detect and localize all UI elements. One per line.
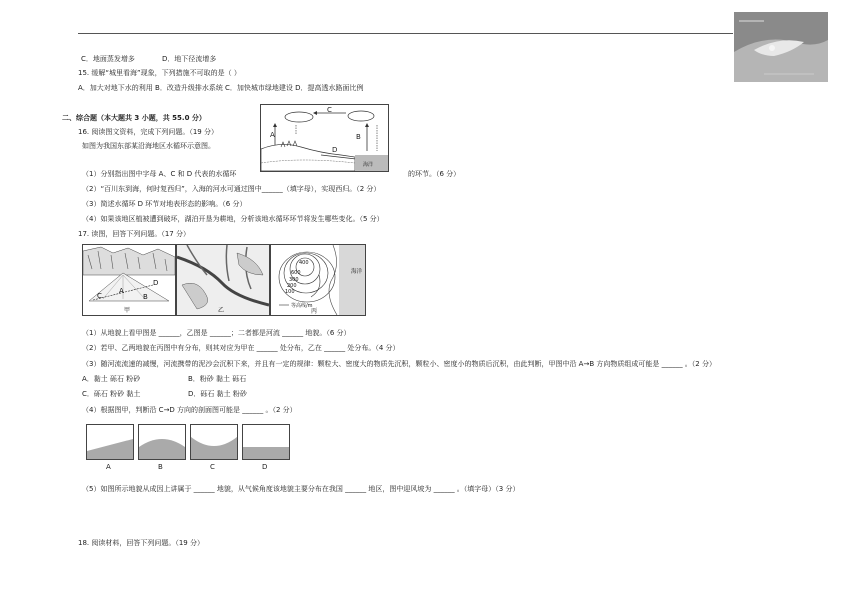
bing-contour-600: 600 [291,270,301,276]
bing-label-sea: 海洋 [351,269,363,275]
fig-label-a: A [270,131,275,139]
q16-stem: 16. 阅读图文资料，完成下列问题。（19 分） [78,128,218,136]
bing-legend-contour: 等高线/m [291,303,313,309]
yi-caption: 乙 [218,307,225,314]
bing-contour-100: 100 [285,289,295,295]
fig-label-c: C [327,106,332,114]
profile-option-d [242,424,290,460]
bing-contour-200: 200 [287,283,297,289]
q17-part3: （3）随河流流速的减慢，河流携带的泥沙会沉积下来，并且有一定的规律：颗粒大、密度大的物质先沉积，颗粒小、密度小的物质后沉积，由此判断，甲图中沿 A→B 方向物质组成可能是 ______ 。（2 分） [82,360,716,368]
profile-label-a: A [106,463,111,471]
bing-caption: 丙 [311,308,318,315]
q17-stem: 17. 读图，回答下列问题。（17 分） [78,230,190,238]
bing-contour-400: 400 [299,260,309,266]
q17-option-b: B．粉砂 黏土 砾石 [188,375,247,383]
q15-stem: 15. 缓解“城里看海”现象，下列措施不可取的是（ ） [78,69,241,77]
fig-label-d: D [332,146,338,154]
profile-option-c [190,424,238,460]
q17-part4: （4）根据图甲，判断沿 C→D 方向的剖面图可能是 ______ 。（2 分） [82,406,297,414]
jia-label-b: B [143,293,148,301]
q14-option-d: D．地下径流增多 [162,55,217,63]
q16-intro: 如图为我国东部某沿海地区水循环示意图。 [82,142,215,150]
q16-part3: （3）简述水循环 D 环节对地表形态的影响。（6 分） [82,200,247,208]
q17-option-a: A．黏土 砾石 粉砂 [82,375,141,383]
fig-label-b: B [356,133,361,141]
jia-label-c: C [97,292,102,300]
corner-thumbnail-image [734,12,828,82]
q15-options: A．加大对地下水的利用 B．改造升级排水系统 C．加快城市绿地建设 D．提高透水路面比例 [78,84,364,92]
q17-option-d: D．砾石 黏土 粉砂 [188,390,247,398]
profile-label-c: C [210,463,215,471]
jia-caption: 甲 [124,307,131,314]
fig-label-sea: 海洋 [363,162,374,168]
profile-option-b [138,424,186,460]
q17-part1: （1）从地貌上看甲图是 ______，乙图是 ______；二者都是河流 ______ 地貌。（6 分） [82,329,351,337]
q16-part2: （2）“百川东到海，何时复西归”，入海的河水可通过图中______（填字母），实现西归。（2 分） [82,185,381,193]
jia-label-a: A [119,287,124,295]
profile-label-d: D [262,463,268,471]
q17-part2: （2）若甲、乙两地貌在丙图中有分布，则其对应为甲在 ______ 处分布，乙在 ______ 处分布。（4 分） [82,344,400,352]
profile-label-b: B [158,463,163,471]
jia-label-d: D [153,279,159,287]
q16-part4: （4）如果该地区植被遭到破坏，湖泊开垦为耕地，分析该地水循环环节将发生哪些变化。（5 分） [82,215,384,223]
q17-part5: （5）如图所示地貌从成因上讲属于 ______ 地貌，从气候角度该地貌主要分布在我国 ______ 地区，图中迎风坡为 ______ 。（填字母）（3 分） [82,485,520,493]
figure-bing-contour-map [270,244,366,316]
water-cycle-diagram [260,104,389,172]
header-rule [78,33,733,34]
q17-option-c: C．砾石 粉砂 黏土 [82,390,141,398]
q16-part1b: 的环节。（6 分） [408,170,461,178]
q14-option-c: C．地面蒸发增多 [81,55,135,63]
profile-option-a [86,424,134,460]
q18-stem: 18. 阅读材料，回答下列问题。（19 分） [78,539,204,547]
bing-contour-300: 300 [289,277,299,283]
section-heading: 二、综合题（本大题共 3 小题，共 55.0 分） [62,114,206,122]
q16-part1a: （1）分别指出图中字母 A、C 和 D 代表的水循环 [82,170,237,178]
figure-jia-alluvial-fan [82,244,176,316]
figure-yi-delta [176,244,270,316]
